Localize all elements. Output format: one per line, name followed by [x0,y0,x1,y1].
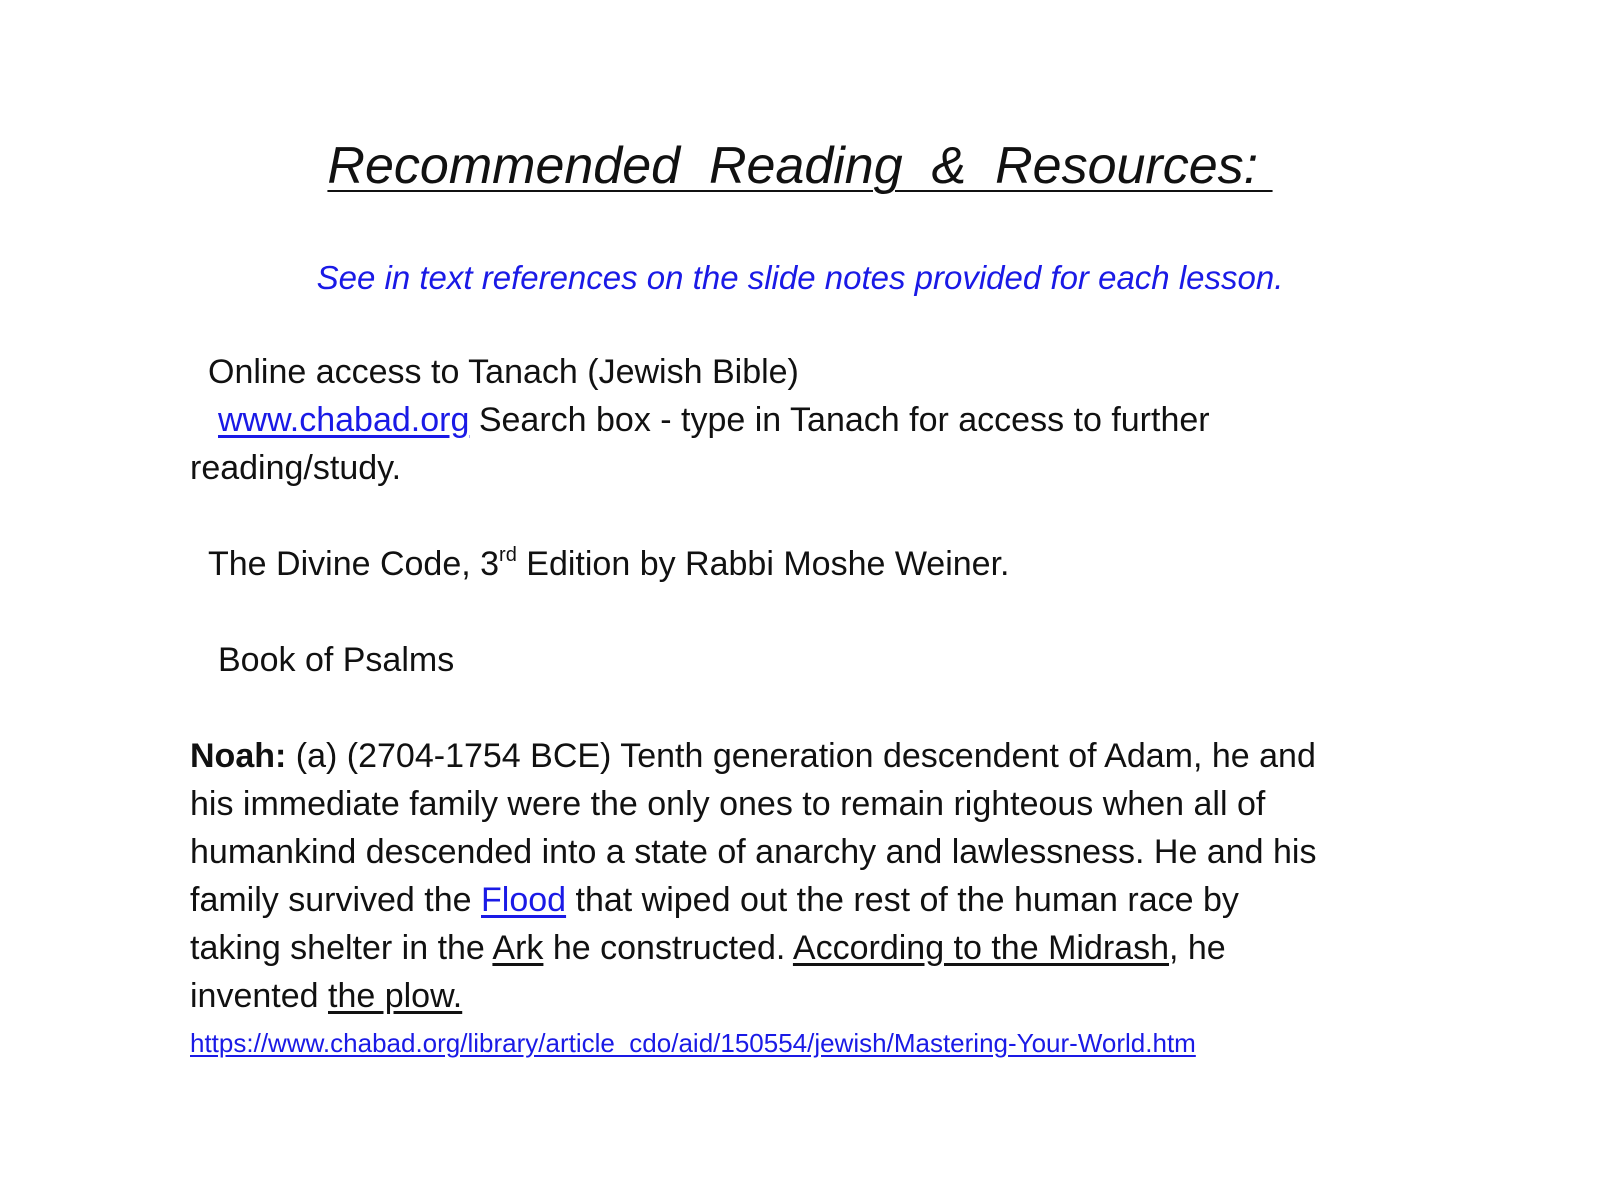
noah-text-4b: that wiped out the rest of the human race by [566,881,1239,919]
noah-line-5 [190,924,1226,972]
chabad-link[interactable]: www.chabad.org [218,401,470,439]
noah-text-1: (a) (2704-1754 BCE) Tenth generation descendent of Adam, he and [295,737,1316,775]
psalms-line: Book of Psalms [218,641,455,679]
tanach-heading: Online access to Tanach (Jewish Bible) [208,353,799,391]
noah-text-5a: taking shelter in the [190,929,493,967]
slide-subtitle: See in text references on the slide notes provided for each lesson. [316,259,1284,296]
noah-text-6a: invented [190,977,328,1015]
tanach-continuation: reading/study. [190,449,402,487]
noah-label: Noah: [190,737,287,775]
noah-line-6 [190,972,462,1020]
tanach-line [190,396,1210,444]
divine-code-line [190,540,1009,588]
noah-line-4 [190,876,1239,924]
ark-link[interactable]: Ark [492,929,544,967]
flood-link[interactable]: Flood [481,881,567,919]
noah-text-4a: family survived the [190,881,481,919]
divine-code-superscript: rd [499,544,517,566]
divine-code-author: Edition by Rabbi Moshe Weiner. [516,545,1010,583]
noah-text-5c: , he [1169,929,1226,967]
tanach-search-text: Search box - type in Tanach for access to further [478,401,1210,439]
slide-title: Recommended Reading & Resources: [327,137,1273,195]
midrash-link[interactable]: According to the Midrash [792,929,1169,967]
chabad-article-url[interactable]: https://www.chabad.org/library/article_cdo/aid/150554/jewish/Mastering-Your-World.htm [190,1028,1196,1058]
noah-line-1 [190,732,1316,780]
noah-text-5b: he constructed. [543,929,793,967]
noah-line-2: his immediate family were the only ones to remain righteous when all of [190,785,1266,823]
divine-code-title: The Divine Code, 3 [208,545,500,583]
noah-line-3: humankind descended into a state of anarchy and lawlessness. He and his [190,833,1317,871]
plow-link[interactable]: the plow. [328,977,463,1015]
